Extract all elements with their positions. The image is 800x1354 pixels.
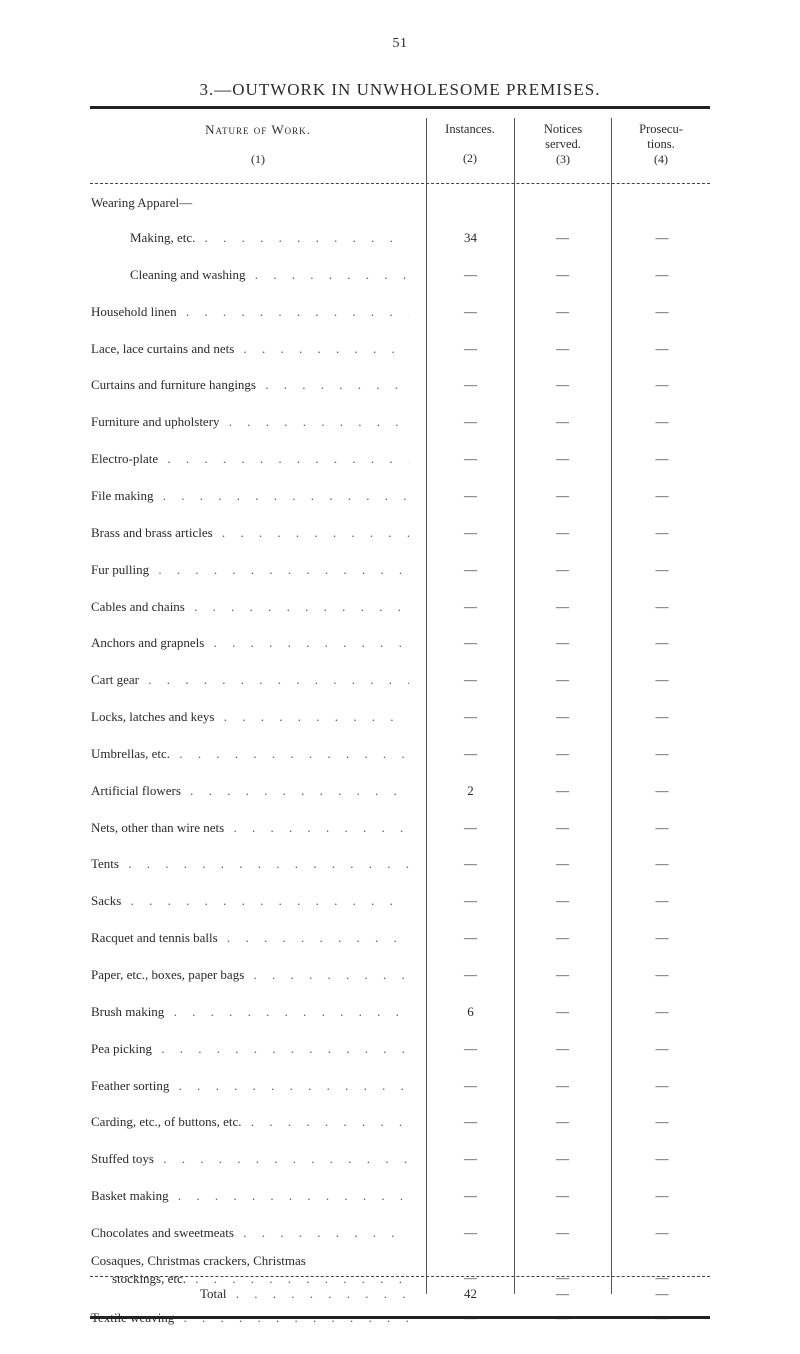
cell-instances: — [464,893,477,909]
cell-prosecutions: — [655,230,669,245]
cell-instances: — [464,451,477,467]
cell-notices: — [556,1077,569,1093]
cell-notices: — [556,451,569,467]
cell-prosecutions: — [655,1151,669,1167]
cell-notices: — [556,1269,569,1285]
cell-prosecutions: — [655,782,669,798]
cell-notices: — [556,377,569,393]
cell-notices: — [556,1188,569,1204]
cell-instances: — [464,303,477,319]
cell-instances: — [464,967,477,982]
column-heading: Prosecu- tions. [639,122,683,151]
row-label: Feather sorting . . . [91,1078,409,1094]
cell-prosecutions: — [655,1077,669,1093]
column-divider [426,118,427,1294]
cell-prosecutions: — [655,930,669,946]
column-heading: Instances. [445,122,495,136]
page-number: 51 [392,36,408,51]
total-prosecutions: — [655,1286,669,1301]
row-label: Basket making . . . [91,1188,409,1204]
row-label: Tents . . . [91,856,409,872]
table-title: 3.—OUTWORK IN UNWHOLESOME PREMISES. [199,80,601,99]
cell-instances: 6 [467,1003,474,1019]
cell-notices: — [556,782,569,798]
cell-instances: — [464,819,477,835]
cell-instances: — [464,635,477,651]
header-rule [90,183,710,184]
cell-prosecutions: — [655,709,669,725]
cell-prosecutions: — [655,635,669,651]
row-label: Stuffed toys . . . [91,1151,409,1167]
cell-instances: 2 [467,782,474,798]
cell-prosecutions: — [655,1003,669,1019]
cell-instances: — [464,745,477,761]
row-label: Carding, etc., of buttons, etc. . . . [91,1114,409,1130]
column-header-notices [530,122,596,167]
cell-instances: — [464,1077,477,1093]
column-heading: Notices served. [543,122,583,151]
cell-prosecutions: — [655,451,669,467]
total-notices: — [556,1286,569,1301]
row-label: Anchors and grapnels . . . [91,635,409,651]
cell-prosecutions: — [655,672,669,688]
cell-instances: — [464,598,477,614]
cell-notices: — [556,1040,569,1056]
cell-instances: — [464,856,477,872]
cell-instances: — [464,672,477,688]
row-label: Cosaques, Christmas crackers, Christmas stockings, etc. . . . [91,1252,409,1288]
cell-notices: — [556,856,569,872]
row-label: Locks, latches and keys . . . [91,709,409,725]
cell-instances: — [464,709,477,725]
cell-notices: — [556,967,569,982]
cell-notices: — [556,1151,569,1167]
cell-instances: — [464,414,477,430]
cell-prosecutions: — [655,561,669,577]
row-label: Pea picking . . . [91,1041,409,1057]
row-label: Making, etc. . . . [130,230,409,246]
cell-instances: — [464,487,477,503]
row-label: Furniture and upholstery . . . [91,414,409,430]
column-heading: Nature of Work. [205,122,311,137]
cell-prosecutions: — [655,1040,669,1056]
row-label: Curtains and furniture hangings . . . [91,377,409,393]
row-label: Artificial flowers . . . [91,783,409,799]
cell-notices: — [556,930,569,946]
cell-prosecutions: — [655,487,669,503]
cell-prosecutions: — [655,377,669,393]
cell-notices: — [556,414,569,430]
cell-instances: — [464,524,477,540]
cell-notices: — [556,303,569,319]
section-heading: Wearing Apparel— [91,195,193,210]
cell-instances: — [464,1224,477,1240]
row-label: Nets, other than wire nets . . . [91,820,409,836]
row-label: File making . . . [91,488,409,504]
cell-instances: — [464,1269,477,1285]
cell-notices: — [556,266,569,282]
cell-instances: — [464,1151,477,1167]
cell-instances: — [464,377,477,393]
top-rule [90,106,710,109]
row-label: Racquet and tennis balls . . . [91,930,409,946]
column-header-nature [90,122,426,167]
column-header-prosecutions [628,122,694,167]
cell-notices: — [556,819,569,835]
cell-instances: — [464,340,477,356]
cell-prosecutions: — [655,340,669,356]
row-label: Cleaning and washing . . . [130,267,409,283]
cell-prosecutions: — [655,1269,669,1285]
row-label: Cables and chains . . . [91,599,409,615]
cell-notices: — [556,1224,569,1240]
cell-notices: — [556,340,569,356]
cell-notices: — [556,893,569,909]
cell-prosecutions: — [655,745,669,761]
cell-notices: — [556,1114,569,1130]
cell-prosecutions: — [655,414,669,430]
total-rule [90,1276,710,1277]
cell-prosecutions: — [655,1114,669,1130]
cell-prosecutions: — [655,1224,669,1240]
cell-notices: — [556,709,569,725]
cell-notices: — [556,672,569,688]
row-label: Lace, lace curtains and nets . . . [91,341,409,357]
row-label: Sacks . . . [91,893,409,909]
cell-instances: — [464,1188,477,1204]
row-label: Electro-plate . . . [91,451,409,467]
row-label: Paper, etc., boxes, paper bags . . . [91,967,409,983]
column-number: (3) [556,152,570,166]
row-label: Household linen . . . [91,304,409,320]
cell-prosecutions: — [655,524,669,540]
row-label: Brass and brass articles . . . [91,525,409,541]
bottom-rule [90,1316,710,1319]
row-label: Umbrellas, etc. . . . [91,746,409,762]
column-number: (2) [463,151,477,165]
cell-instances: — [464,1114,477,1130]
cell-instances: — [464,266,477,282]
cell-notices: — [556,598,569,614]
total-label: Total . . . [200,1286,409,1302]
cell-prosecutions: — [655,856,669,872]
cell-prosecutions: — [655,819,669,835]
cell-notices: — [556,635,569,651]
column-number: (1) [251,152,265,166]
cell-instances: — [464,930,477,946]
cell-prosecutions: — [655,967,669,982]
row-label: Fur pulling . . . [91,562,409,578]
row-label: Brush making . . . [91,1004,409,1020]
cell-prosecutions: — [655,893,669,909]
cell-instances: 34 [464,230,477,245]
total-instances: 42 [464,1286,477,1301]
cell-notices: — [556,745,569,761]
cell-notices: — [556,524,569,540]
cell-notices: — [556,230,569,245]
row-label: Cart gear . . . [91,672,409,688]
cell-prosecutions: — [655,1188,669,1204]
cell-prosecutions: — [655,303,669,319]
cell-notices: — [556,1003,569,1019]
column-number: (4) [654,152,668,166]
row-label: Chocolates and sweetmeats . . . [91,1225,409,1241]
column-header-instances [426,122,514,166]
cell-notices: — [556,561,569,577]
cell-instances: — [464,561,477,577]
cell-prosecutions: — [655,266,669,282]
cell-instances: — [464,1040,477,1056]
cell-notices: — [556,487,569,503]
cell-prosecutions: — [655,598,669,614]
